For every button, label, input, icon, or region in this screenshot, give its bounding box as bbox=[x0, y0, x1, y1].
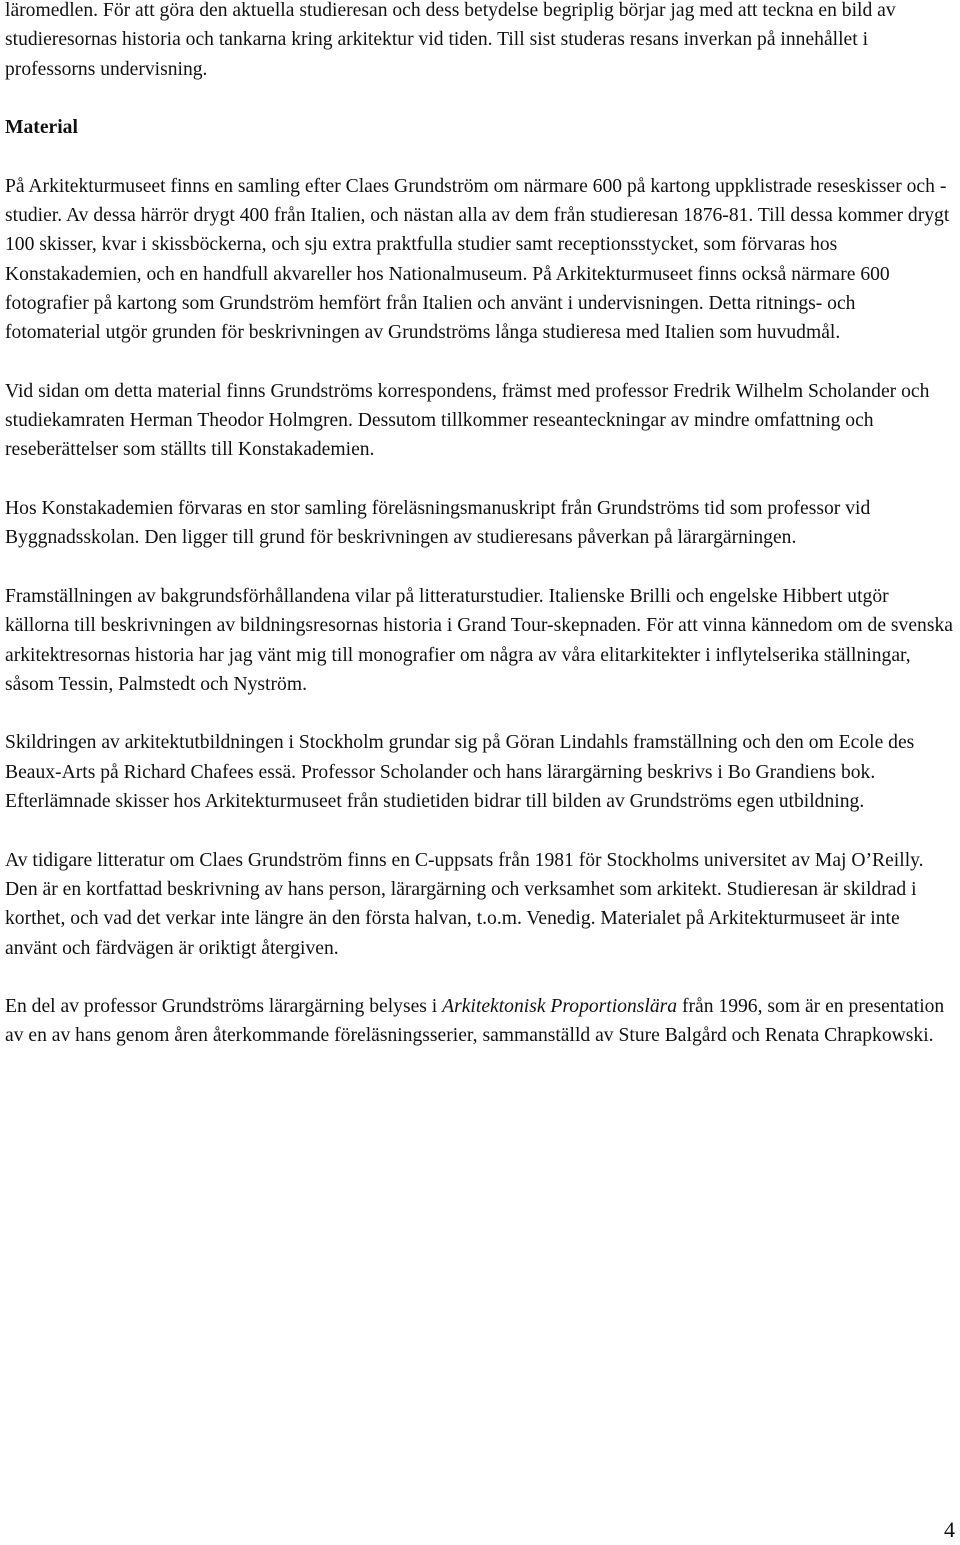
paragraph-proportion-theory bbox=[5, 992, 955, 1051]
paragraph-material-collection: På Arkitekturmuseet finns en samling efter Claes Grundström om närmare 600 på kartong uppklistrade reseskisser och -studier. Av dessa härrör drygt 400 från Italien, och nästan alla av dem från studieresan 1876-81. Till dessa kommer drygt 100 skisser, kvar i skissböckerna, och sju extra praktfulla studier samt receptionsstycket, som förvaras hos Konstakademien, och en handfull akvareller hos Nationalmuseum. På Arkitekturmuseet finns också närmare 600 fotografier på kartong som Grundström hemfört från Italien och använt i undervisningen. Detta ritnings- och fotomaterial utgör grunden för beskrivningen av Grundströms långa studieresa med Italien som huvudmål. bbox=[5, 175, 950, 344]
document-page bbox=[5, 0, 955, 1080]
paragraph-lecture-manuscripts: Hos Konstakademien förvaras en stor samling föreläsningsmanuskript från Grundströms tid som professor vid Byggnadsskolan. Den ligger till grund för beskrivningen av studieresans påverkan på lärargärningen. bbox=[5, 498, 871, 549]
paragraph-education-sources: Skildringen av arkitektutbildningen i Stockholm grundar sig på Göran Lindahls framställning och den om Ecole des Beaux-Arts på Richard Chafees essä. Professor Scholander och hans lärargärning beskrivs i Bo Grandiens bok. Efterlämnade skisser hos Arkitekturmuseet från studietiden bidrar till bilden av Grundströms egen utbildning. bbox=[5, 732, 915, 813]
final-paragraph-text-before: En del av professor Grundströms lärargärning belyses i bbox=[5, 996, 443, 1018]
book-title: Arkitektonisk Proportionslära bbox=[442, 996, 678, 1018]
paragraph-earlier-literature: Av tidigare litteratur om Claes Grundström finns en C-uppsats från 1981 för Stockholms universitet av Maj O’Reilly. Den är en kortfattad beskrivning av hans person, lärargärning och verksamhet som arkitekt. Studieresan är skildrad i korthet, och vad det verkar inte längre än den första halvan, t.o.m. Venedig. Materialet på Arkitekturmuseet är inte använt och färdvägen är oriktigt återgiven. bbox=[5, 849, 924, 959]
final-paragraph-text-after: från 1996, som är en presentation av en av hans genom åren återkommande föreläsningsserier, sammanställd av Sture Balgård och Renata Chrapkowski. bbox=[5, 996, 945, 1047]
page-number: 4 bbox=[944, 1517, 955, 1542]
intro-paragraph: läromedlen. För att göra den aktuella studieresan och dess betydelse begriplig börjar jag med att teckna en bild av studieresornas historia och tankarna kring arkitektur vid tiden. Till sist studeras resans inverkan på innehållet i professorns undervisning. bbox=[5, 0, 896, 80]
section-heading: Material bbox=[5, 117, 78, 139]
paragraph-correspondence: Vid sidan om detta material finns Grundströms korrespondens, främst med professor Fredrik Wilhelm Scholander och studiekamraten Herman Theodor Holmgren. Dessutom tillkommer reseanteckningar av mindre omfattning och reseberättelser som ställts till Konstakademien. bbox=[5, 380, 930, 461]
paragraph-background-literature: Framställningen av bakgrundsförhållandena vilar på litteraturstudier. Italienske Brilli och engelske Hibbert utgör källorna till beskrivningen av bildningsresornas historia i Grand Tour-skepnaden. För att vinna kännedom om de svenska arkitektresornas historia har jag vänt mig till monografier om några av våra elitarkitekter i inflytelserika ställningar, såsom Tessin, Palmstedt och Nyström. bbox=[5, 585, 953, 695]
